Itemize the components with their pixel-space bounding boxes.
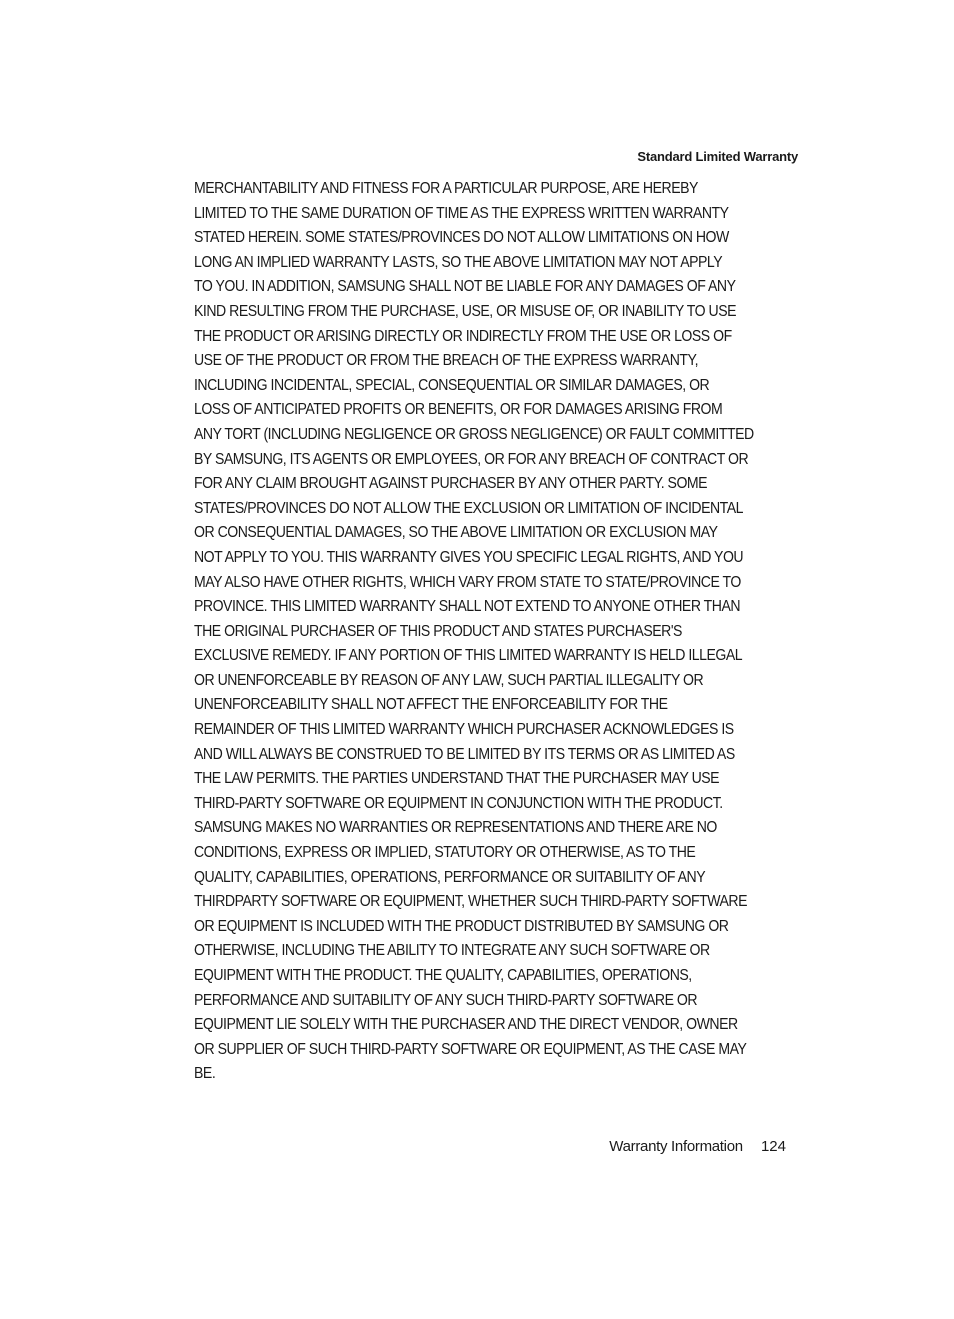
body-line: QUALITY, CAPABILITIES, OPERATIONS, PERFORMANCE OR SUITABILITY OF ANY <box>194 868 706 886</box>
body-line: THIRD-PARTY SOFTWARE OR EQUIPMENT IN CONJUNCTION WITH THE PRODUCT. <box>194 794 723 812</box>
body-line: OTHERWISE, INCLUDING THE ABILITY TO INTEGRATE ANY SUCH SOFTWARE OR <box>194 942 710 960</box>
body-line: INCLUDING INCIDENTAL, SPECIAL, CONSEQUENTIAL OR SIMILAR DAMAGES, OR <box>194 376 710 394</box>
body-line: BY SAMSUNG, ITS AGENTS OR EMPLOYEES, OR FOR ANY BREACH OF CONTRACT OR <box>194 450 749 468</box>
body-line: REMAINDER OF THIS LIMITED WARRANTY WHICH PURCHASER ACKNOWLEDGES IS <box>194 721 734 739</box>
body-line: UNENFORCEABILITY SHALL NOT AFFECT THE ENFORCEABILITY FOR THE <box>194 696 668 714</box>
body-line: OR UNENFORCEABLE BY REASON OF ANY LAW, SUCH PARTIAL ILLEGALITY OR <box>194 671 704 689</box>
body-line: AND WILL ALWAYS BE CONSTRUED TO BE LIMITED BY ITS TERMS OR AS LIMITED AS <box>194 745 735 763</box>
body-line: TO YOU. IN ADDITION, SAMSUNG SHALL NOT BE LIABLE FOR ANY DAMAGES OF ANY <box>194 278 736 296</box>
body-line: THE ORIGINAL PURCHASER OF THIS PRODUCT AND STATES PURCHASER'S <box>194 622 682 640</box>
body-line: STATED HEREIN. SOME STATES/PROVINCES DO NOT ALLOW LIMITATIONS ON HOW <box>194 229 729 247</box>
body-line: THE LAW PERMITS. THE PARTIES UNDERSTAND THAT THE PURCHASER MAY USE <box>194 770 720 788</box>
body-line: NOT APPLY TO YOU. THIS WARRANTY GIVES YOU SPECIFIC LEGAL RIGHTS, AND YOU <box>194 548 744 566</box>
body-line: OR CONSEQUENTIAL DAMAGES, SO THE ABOVE LIMITATION OR EXCLUSION MAY <box>194 524 718 542</box>
body-line: OR SUPPLIER OF SUCH THIRD-PARTY SOFTWARE OR EQUIPMENT, AS THE CASE MAY <box>194 1040 747 1058</box>
footer-section-name: Warranty Information <box>609 1138 743 1155</box>
body-line: PERFORMANCE AND SUITABILITY OF ANY SUCH THIRD-PARTY SOFTWARE OR <box>194 991 698 1009</box>
body-line: STATES/PROVINCES DO NOT ALLOW THE EXCLUSION OR LIMITATION OF INCIDENTAL <box>194 499 744 517</box>
body-line: KIND RESULTING FROM THE PURCHASE, USE, OR MISUSE OF, OR INABILITY TO USE <box>194 302 737 320</box>
body-line: THIRDPARTY SOFTWARE OR EQUIPMENT, WHETHER SUCH THIRD-PARTY SOFTWARE <box>194 893 747 911</box>
body-line: USE OF THE PRODUCT OR FROM THE BREACH OF THE EXPRESS WARRANTY, <box>194 352 699 370</box>
body-line: THE PRODUCT OR ARISING DIRECTLY OR INDIRECTLY FROM THE USE OR LOSS OF <box>194 327 732 345</box>
body-line: BE. <box>194 1065 216 1083</box>
body-line: LONG AN IMPLIED WARRANTY LASTS, SO THE ABOVE LIMITATION MAY NOT APPLY <box>194 253 723 271</box>
body-line: EQUIPMENT LIE SOLELY WITH THE PURCHASER AND THE DIRECT VENDOR, OWNER <box>194 1016 738 1034</box>
body-line: EXCLUSIVE REMEDY. IF ANY PORTION OF THIS LIMITED WARRANTY IS HELD ILLEGAL <box>194 647 743 665</box>
body-line: SAMSUNG MAKES NO WARRANTIES OR REPRESENTATIONS AND THERE ARE NO <box>194 819 717 837</box>
body-line: FOR ANY CLAIM BROUGHT AGAINST PURCHASER BY ANY OTHER PARTY. SOME <box>194 475 708 493</box>
body-line: PROVINCE. THIS LIMITED WARRANTY SHALL NOT EXTEND TO ANYONE OTHER THAN <box>194 598 741 616</box>
body-line: LIMITED TO THE SAME DURATION OF TIME AS THE EXPRESS WRITTEN WARRANTY <box>194 204 729 222</box>
body-line: LOSS OF ANTICIPATED PROFITS OR BENEFITS, OR FOR DAMAGES ARISING FROM <box>194 401 723 419</box>
body-line: CONDITIONS, EXPRESS OR IMPLIED, STATUTORY OR OTHERWISE, AS TO THE <box>194 844 696 862</box>
body-line: EQUIPMENT WITH THE PRODUCT. THE QUALITY, CAPABILITIES, OPERATIONS, <box>194 967 692 984</box>
page-footer <box>194 1137 786 1157</box>
warranty-body-text <box>194 177 798 1087</box>
body-line: OR EQUIPMENT IS INCLUDED WITH THE PRODUCT DISTRIBUTED BY SAMSUNG OR <box>194 917 729 935</box>
page-number: 124 <box>760 1138 786 1155</box>
body-line: ANY TORT (INCLUDING NEGLIGENCE OR GROSS NEGLIGENCE) OR FAULT COMMITTED <box>194 425 754 443</box>
body-line: MAY ALSO HAVE OTHER RIGHTS, WHICH VARY FROM STATE TO STATE/PROVINCE TO <box>194 573 741 591</box>
body-line: MERCHANTABILITY AND FITNESS FOR A PARTICULAR PURPOSE, ARE HEREBY <box>194 180 698 197</box>
running-header-title: Standard Limited Warranty <box>637 149 798 164</box>
